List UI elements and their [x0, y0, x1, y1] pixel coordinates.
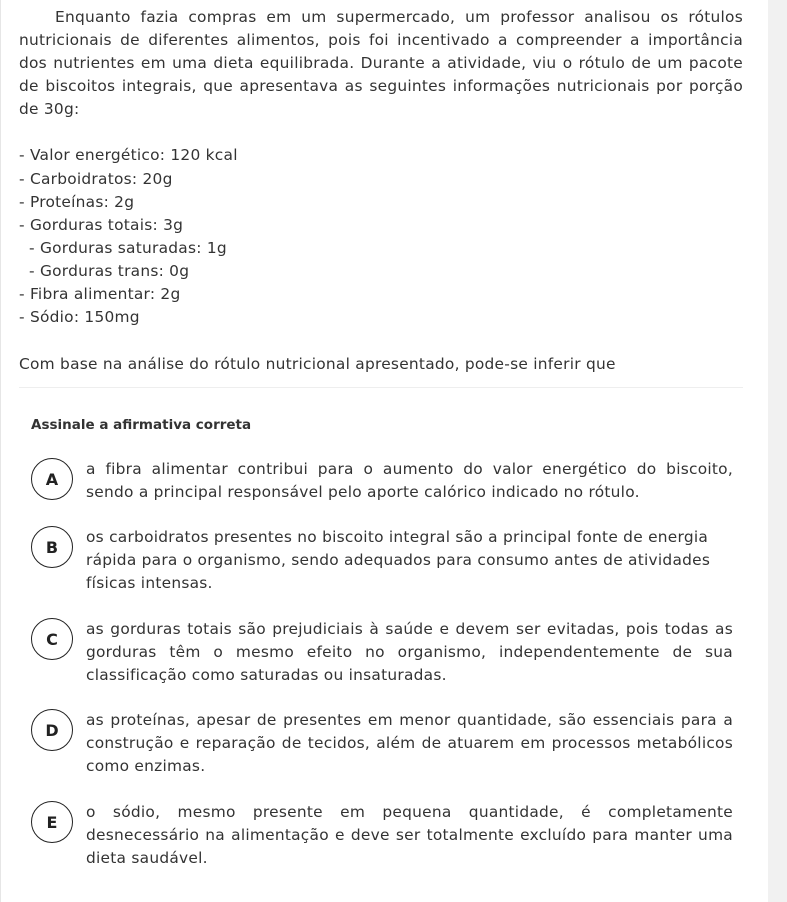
question-stem	[19, 6, 743, 376]
instruction-label: Assinale a afirmativa correta	[31, 417, 252, 433]
option-letter-a[interactable]: A	[31, 458, 73, 500]
question-prompt: Com base na análise do rótulo nutricional apresentado, pode-se inferir que	[19, 355, 616, 374]
option-letter-e[interactable]: E	[31, 801, 73, 843]
option-c[interactable]	[31, 617, 733, 708]
nutrition-item: - Valor energético: 120 kcal	[19, 146, 238, 165]
nutrition-item: - Carboidratos: 20g	[19, 169, 173, 188]
option-text-c[interactable]: as gorduras totais são prejudiciais à saúde e devem ser evitadas, pois todas as gorduras têm o mesmo efeito no organismo, independentemente de sua classificação como saturadas ou insaturadas.	[86, 620, 733, 685]
option-text-b[interactable]: os carboidratos presentes no biscoito integral são a principal fonte de energia rápida para o organismo, sendo adequados para consumo antes de atividades físicas intensas.	[86, 528, 711, 593]
option-b[interactable]	[31, 525, 733, 617]
option-text-d[interactable]: as proteínas, apesar de presentes em menor quantidade, são essenciais para a construção e reparação de tecidos, além de atuarem em processos metabólicos como enzimas.	[86, 711, 733, 776]
answer-options	[31, 457, 733, 880]
nutrition-item: - Sódio: 150mg	[19, 308, 140, 327]
scrollbar-track[interactable]	[768, 0, 787, 902]
option-a[interactable]	[31, 457, 733, 525]
option-letter-b[interactable]: B	[31, 526, 73, 568]
option-text-a[interactable]: a fibra alimentar contribui para o aumento do valor energético do biscoito, sendo a principal responsável pelo aporte calórico indicado no rótulo.	[86, 460, 733, 502]
option-letter-c[interactable]: C	[31, 618, 73, 660]
stem-intro: Enquanto fazia compras em um supermercado, um professor analisou os rótulos nutricionais de diferentes alimentos, pois foi incentivado a compreender a importância dos nutrientes em uma dieta equilibrada. Durante a atividade, viu o rótulo de um pacote de biscoitos integrais, que apresentava as seguintes informações nutricionais por porção de 30g:	[19, 8, 743, 119]
option-text-e[interactable]: o sódio, mesmo presente em pequena quantidade, é completamente desnecessário na alimentação e deve ser totalmente excluído para manter uma dieta saudável.	[86, 803, 733, 868]
nutrition-item: - Gorduras totais: 3g	[19, 215, 184, 234]
nutrition-list	[19, 144, 743, 329]
option-d[interactable]	[31, 708, 733, 800]
divider	[19, 387, 743, 388]
nutrition-subitem: - Gorduras saturadas: 1g	[29, 238, 227, 257]
nutrition-item: - Fibra alimentar: 2g	[19, 285, 181, 304]
nutrition-subitem: - Gorduras trans: 0g	[29, 261, 190, 280]
option-letter-d[interactable]: D	[31, 709, 73, 751]
option-e[interactable]	[31, 800, 733, 880]
nutrition-item: - Proteínas: 2g	[19, 192, 135, 211]
